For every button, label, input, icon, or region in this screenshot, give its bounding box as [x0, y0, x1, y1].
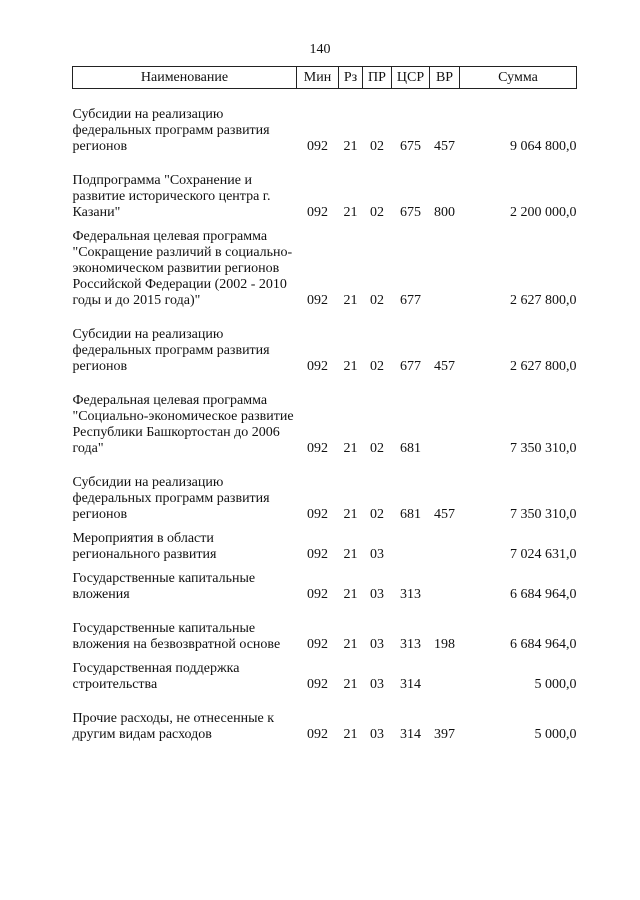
row-name-text: Прочие расходы, не отнесенные к другим видам расходов	[72, 711, 275, 742]
row-sum: 6 684 964,0	[510, 587, 577, 602]
row-vr	[430, 523, 460, 563]
row-csr	[392, 523, 430, 563]
row-pr: 02	[370, 293, 384, 308]
row-rz: 21	[343, 441, 358, 456]
row-vr	[430, 653, 460, 693]
row-name	[73, 309, 297, 375]
header-name: Наименование	[73, 67, 297, 89]
row-pr: 02	[370, 205, 384, 220]
row-csr: 677	[400, 359, 421, 374]
row-min: 092	[307, 507, 328, 522]
row-pr: 02	[370, 441, 384, 456]
row-min: 092	[307, 205, 328, 220]
row-csr: 313	[400, 637, 421, 652]
row-min: 092	[307, 587, 328, 602]
row-rz: 21	[343, 139, 358, 154]
header-csr: ЦСР	[392, 67, 430, 89]
row-csr: 314	[400, 677, 421, 692]
row-sum: 9 064 800,0	[510, 139, 577, 154]
row-name	[73, 653, 297, 693]
page-number: 140	[309, 42, 331, 57]
row-csr: 681	[400, 441, 421, 456]
row-sum: 7 350 310,0	[510, 441, 577, 456]
header-sum: Сумма	[460, 67, 577, 89]
row-name-text: Мероприятия в области регионального развития	[72, 531, 217, 562]
row-vr: 397	[434, 727, 455, 742]
row-csr: 313	[400, 587, 421, 602]
table-row	[73, 375, 577, 457]
row-name	[73, 375, 297, 457]
row-rz: 21	[343, 507, 358, 522]
table-row	[73, 653, 577, 693]
header-vr: ВР	[430, 67, 460, 89]
row-name	[73, 563, 297, 603]
row-sum: 2 627 800,0	[510, 293, 577, 308]
row-min: 092	[307, 547, 328, 562]
header-min: Мин	[297, 67, 339, 89]
header-rz: Рз	[339, 67, 363, 89]
table-row	[73, 89, 577, 156]
row-pr: 02	[370, 507, 384, 522]
row-csr: 675	[400, 205, 421, 220]
row-rz: 21	[343, 359, 358, 374]
row-min: 092	[307, 293, 328, 308]
table-row	[73, 523, 577, 563]
row-sum: 5 000,0	[534, 727, 577, 742]
row-name	[73, 155, 297, 221]
row-name-text: Федеральная целевая программа "Сокращение различий в социально-экономическом развитии регионов Российской Федерации (2002 - 2010 годы и до 2015 года)"	[72, 229, 293, 308]
row-csr: 681	[400, 507, 421, 522]
row-pr: 03	[370, 677, 384, 692]
row-pr: 02	[370, 359, 384, 374]
row-sum: 5 000,0	[534, 677, 577, 692]
row-min: 092	[307, 727, 328, 742]
row-name-text: Государственная поддержка строительства	[72, 661, 240, 692]
row-vr	[430, 563, 460, 603]
row-vr	[430, 375, 460, 457]
row-rz: 21	[343, 547, 358, 562]
row-rz: 21	[343, 677, 358, 692]
row-min: 092	[307, 359, 328, 374]
table-row	[73, 221, 577, 309]
row-min: 092	[307, 139, 328, 154]
row-rz: 21	[343, 205, 358, 220]
row-name-text: Субсидии на реализацию федеральных программ развития регионов	[72, 107, 270, 154]
row-name	[73, 457, 297, 523]
row-pr: 03	[370, 637, 384, 652]
row-min: 092	[307, 637, 328, 652]
row-sum: 2 627 800,0	[510, 359, 577, 374]
row-sum: 7 350 310,0	[510, 507, 577, 522]
row-name	[73, 221, 297, 309]
row-csr: 314	[400, 727, 421, 742]
table-row	[73, 309, 577, 375]
row-name-text: Подпрограмма "Сохранение и развитие исторического центра г. Казани"	[72, 173, 271, 220]
row-vr	[430, 221, 460, 309]
row-name-text: Государственные капитальные вложения на безвозвратной основе	[72, 621, 281, 652]
row-pr: 03	[370, 587, 384, 602]
row-rz: 21	[343, 587, 358, 602]
row-vr: 800	[434, 205, 455, 220]
row-name-text: Федеральная целевая программа "Социально-экономическое развитие Республики Башкортостан до 2006 года"	[72, 393, 294, 456]
table-row	[73, 603, 577, 653]
budget-table	[72, 66, 577, 743]
table-row	[73, 563, 577, 603]
table-row	[73, 457, 577, 523]
table-row	[73, 155, 577, 221]
row-min: 092	[307, 441, 328, 456]
row-pr: 03	[370, 547, 384, 562]
row-name-text: Государственные капитальные вложения	[72, 571, 256, 602]
row-sum: 7 024 631,0	[510, 547, 577, 562]
table-row	[73, 693, 577, 743]
row-name-text: Субсидии на реализацию федеральных программ развития регионов	[72, 327, 270, 374]
header-pr: ПР	[363, 67, 392, 89]
table-body	[73, 89, 577, 744]
row-vr: 457	[434, 359, 455, 374]
row-name	[73, 603, 297, 653]
row-vr: 457	[434, 507, 455, 522]
row-pr: 03	[370, 727, 384, 742]
row-rz: 21	[343, 727, 358, 742]
row-sum: 2 200 000,0	[510, 205, 577, 220]
row-name	[73, 523, 297, 563]
row-vr: 457	[434, 139, 455, 154]
row-csr: 677	[400, 293, 421, 308]
row-min: 092	[307, 677, 328, 692]
row-name	[73, 693, 297, 743]
row-rz: 21	[343, 637, 358, 652]
table-header	[73, 67, 577, 89]
row-sum: 6 684 964,0	[510, 637, 577, 652]
row-name-text: Субсидии на реализацию федеральных программ развития регионов	[72, 475, 270, 522]
row-pr: 02	[370, 139, 384, 154]
row-csr: 675	[400, 139, 421, 154]
row-vr: 198	[434, 637, 455, 652]
row-name	[73, 89, 297, 156]
row-rz: 21	[343, 293, 358, 308]
